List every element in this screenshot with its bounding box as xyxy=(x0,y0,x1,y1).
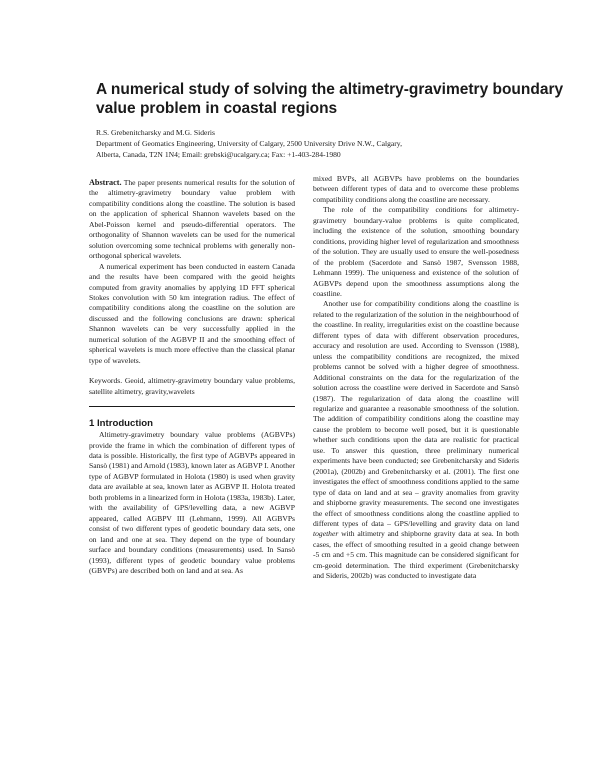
paper-title: A numerical study of solving the altimetry-gravimetry boundary value problem in coastal regions xyxy=(96,81,564,117)
section-heading-introduction: 1 Introduction xyxy=(89,418,153,430)
right-paragraph-3-part-b: with altimetry and shipborne gravity data at sea. In both cases, the effect of smoothing resulted in a geoid change between -5 cm and +5 cm. This magnitude can be considered significant for cm-geoid determination. The third experiment (Grebenitcharsky and Sideris, 2002b) was conducted to investigate data xyxy=(313,529,519,581)
affiliation-line-1: Department of Geomatics Engineering, University of Calgary, 2500 University Drive N.W., Calgary, xyxy=(96,139,402,148)
abstract-paragraph-1 xyxy=(89,178,295,262)
introduction-paragraph-1: Altimetry-gravimetry boundary value problems (AGBVPs) provide the frame in which the combination of different types of data is possible. Historically, the first type of AGBVPs appeared in Sansò (1981) and Arnold (1983), known later as AGBVP I. Another type of AGBVP formulated in Holota (1980) is used when gravity data are available at sea, known later as AGBVP II. Holota treated both problems in a linearized form in Holota (1983a, 1983b). Later, with the availability of GPS/levelling data, a new AGBVP appeared, called AGBPV III (Lehmann, 1999). All AGBVPs consist of two different types of geodetic boundary data sets, one on land and one at sea. They depend on the type of boundary surface and boundary conditions (measurements) used. In Sansò (1993), different types of geodetic boundary value problems (GBVPs) are described both on land and at sea. As xyxy=(89,430,295,575)
author-block xyxy=(96,127,556,160)
affiliation-line-2: Alberta, Canada, T2N 1N4; Email: grebski@ucalgary.ca; Fax: +1-403-284-1980 xyxy=(96,150,341,159)
section-divider xyxy=(89,406,295,407)
emphasis-together: together xyxy=(313,529,339,539)
abstract-heading: Abstract. xyxy=(89,178,122,187)
author-names: R.S. Grebenitcharsky and M.G. Sideris xyxy=(96,128,215,137)
right-paragraph-3-part-a: Another use for compatibility conditions along the coastline is related to the regularization of the solution in the neighbourhood of the coastline. In reality, irregularities exist on the coastline because different types of data with different observation procedures, accuracy and resolution are used. According to Svensson (1988), unless the compatibility conditions are recognized, the mixed problems cannot be solved with a higher degree of smoothness. Additional constraints on the data for the regularization of the solution across the coastline were derived in Sacerdote and Sansò (1987). The regularization of data along the coastline will regularize and guarantee a reasonable smoothness of the solution. The addition of compatibility conditions along the coastline may cause the problem to become well posed, but it is questionable whether such conditions upon the data are realistic for practical use. To answer this question, three preliminary numerical experiments have been conducted; see Grebenitcharsky and Sideris (2001a), (2002b) and Grebenitcharsky et al. (2001). The first one investigates the effect of smoothness conditions applied to the same type of data on land and at sea – gravity anomalies from gravity and shipborne gravity measurements. The second one investigates the effect of smoothness conditions along the coastline applied to different types of data – GPS/levelling and gravity data on land xyxy=(313,299,519,528)
left-column xyxy=(89,178,295,576)
abstract-paragraph-2: A numerical experiment has been conducted in eastern Canada and the results have been compared with the geoid heights computed from gravity anomalies by applying 1D FFT spherical Stokes convolution with 50 km integration radius. The effect of compatibility conditions along the coastline on the solution are discussed and the following conclusions are drawn: spherical Shannon wavelets can be very successfully applied in the numerical solution of the AGBVP II and the smoothing effect of spherical wavelets is much more effective than the classical planar type of wavelets. xyxy=(89,261,295,365)
keywords: Keywords. Geoid, altimetry-gravimetry boundary value problems, satellite altimetry, gravity,wavelets xyxy=(89,376,295,396)
abstract-text: The paper presents numerical results for the solution of the altimetry-gravimetry boundary value problem with compatibility conditions along the coastline. The solution is based on the application of spherical Shannon wavelets based on the Abel-Poisson kernel and pseudo-differential operators. The orthogonality of Shannon wavelets can be used for the numerical solution overcoming some technical problems with generally non-orthogonal spherical wavelets. xyxy=(89,178,296,261)
right-paragraph-2: The role of the compatibility conditions for altimetry-gravimetry boundary-value problems is quite complicated, including the existence of the solution, smoothing boundary conditions, providing higher level of regularization and smoothness of the solution. They are usually used to ensure the well-posedness of the problem (Sacerdote and Sansò 1987, Svensson 1988, Lehmann 1999). The uniqueness and existence of the solution of AGBVPs depend upon the smoothness assumptions along the coastline. xyxy=(313,205,519,298)
right-paragraph-3 xyxy=(313,299,519,581)
right-paragraph-1: mixed BVPs, all AGBVPs have problems on the boundaries between different types of data and to overcome these problems compatibility conditions along the coastline are necessary. xyxy=(313,174,519,204)
right-column xyxy=(313,174,519,582)
